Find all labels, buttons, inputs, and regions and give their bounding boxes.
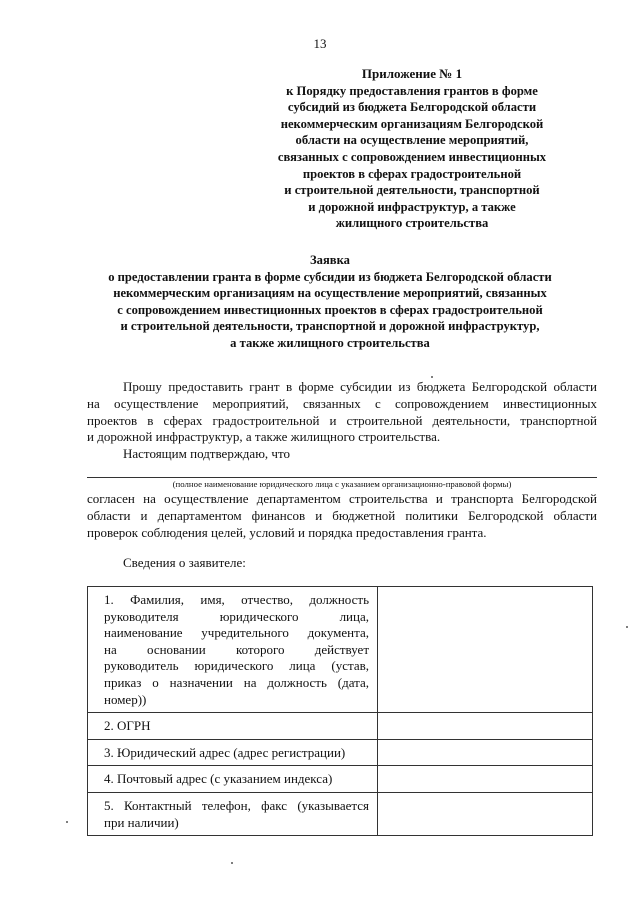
appendix-line: связанных с сопровождением инвестиционных: [277, 149, 547, 164]
row-label-line: при наличии): [104, 814, 179, 830]
row-label: [88, 739, 378, 766]
appendix-line: проектов в сферах градостроительной: [302, 166, 522, 181]
organization-name-caption: (полное наименование юридического лица с указанием организационно-правовой формы): [172, 479, 512, 489]
request-line: о предоставлении гранта в форме субсидии из бюджета Белгородской области: [108, 269, 552, 284]
paragraph-line: на осуществление мероприятий, связанных с сопровождением инвестиционных: [87, 395, 597, 411]
paragraph-line: Прошу предоставить грант в форме субсидии из бюджета Белгородской области: [123, 379, 597, 394]
organization-name-line[interactable]: [87, 477, 597, 478]
consent-paragraph: [87, 491, 597, 541]
row-label-line: 1. Фамилия, имя, отчество, должность: [104, 592, 369, 607]
row-label-line: наименование учредительного документа,: [104, 625, 369, 641]
confirm-intro: Настоящим подтверждаю, что: [123, 446, 290, 462]
request-paragraph: [87, 379, 597, 463]
row-label-line: 2. ОГРН: [104, 718, 151, 734]
page-number: 13: [313, 36, 327, 51]
appendix-line: субсидий из бюджета Белгородской области: [287, 100, 537, 115]
row-label-line: номер)): [104, 691, 147, 707]
request-heading: [60, 252, 600, 352]
applicant-info-table: [87, 586, 593, 836]
appendix-line: жилищного строительства: [335, 216, 489, 231]
request-line: с сопровождением инвестиционных проектов в сферах градостроительной: [117, 302, 543, 317]
request-title: Заявка: [310, 253, 350, 267]
table-row: [88, 739, 593, 766]
scan-speck: [626, 626, 628, 628]
appendix-line: некоммерческим организациям Белгородской: [280, 116, 544, 131]
row-label: [88, 766, 378, 793]
row-label: [88, 792, 378, 835]
row-label-line: руководителя юридического лица,: [104, 608, 369, 624]
row-value-cell[interactable]: [378, 792, 593, 835]
table-row: [88, 713, 593, 740]
row-label: [88, 587, 378, 713]
request-line: и строительной деятельности, транспортной и дорожной инфраструктур,: [120, 319, 540, 334]
applicant-info-label: Сведения о заявителе:: [123, 555, 246, 570]
scan-speck: [66, 821, 68, 823]
table-row: [88, 587, 593, 713]
paragraph-line: проверок соблюдения целей, условий и порядка предоставления гранта.: [87, 524, 487, 540]
row-label: [88, 713, 378, 740]
table-row: [88, 766, 593, 793]
row-label-line: приказ о назначении на должность (дата,: [104, 674, 369, 690]
row-label-line: руководитель юридического лица (устав,: [104, 658, 369, 674]
row-value-cell[interactable]: [378, 739, 593, 766]
paragraph-line: области и департаментом финансов и бюджетной политики Белгородской области: [87, 507, 597, 523]
request-line: некоммерческим организациям на осуществление мероприятий, связанных: [113, 286, 547, 301]
appendix-line: и строительной деятельности, транспортной: [284, 183, 540, 198]
appendix-number: Приложение № 1: [361, 66, 463, 81]
row-value-cell[interactable]: [378, 587, 593, 713]
appendix-line: и дорожной инфраструктур, а также: [308, 199, 516, 214]
appendix-line: области на осуществление мероприятий,: [295, 133, 529, 148]
row-label-line: 5. Контактный телефон, факс (указывается: [104, 797, 369, 813]
row-value-cell[interactable]: [378, 713, 593, 740]
scan-speck: [431, 376, 433, 378]
table-row: [88, 792, 593, 835]
request-line: а также жилищного строительства: [230, 335, 430, 350]
paragraph-line: и дорожной инфраструктур, а также жилищного строительства.: [87, 429, 441, 445]
appendix-heading: [262, 66, 562, 232]
paragraph-line: согласен на осуществление департаментом строительства и транспорта Белгородской: [87, 491, 597, 506]
appendix-line: к Порядку предоставления грантов в форме: [286, 83, 538, 98]
row-label-line: на основании которого действует: [104, 641, 369, 657]
row-label-line: 3. Юридический адрес (адрес регистрации): [104, 744, 346, 760]
row-label-line: 4. Почтовый адрес (с указанием индекса): [104, 771, 333, 787]
scan-speck: [231, 862, 233, 864]
row-value-cell[interactable]: [378, 766, 593, 793]
paragraph-line: проектов в сферах градостроительной и строительной деятельности, транспортной: [87, 412, 597, 428]
